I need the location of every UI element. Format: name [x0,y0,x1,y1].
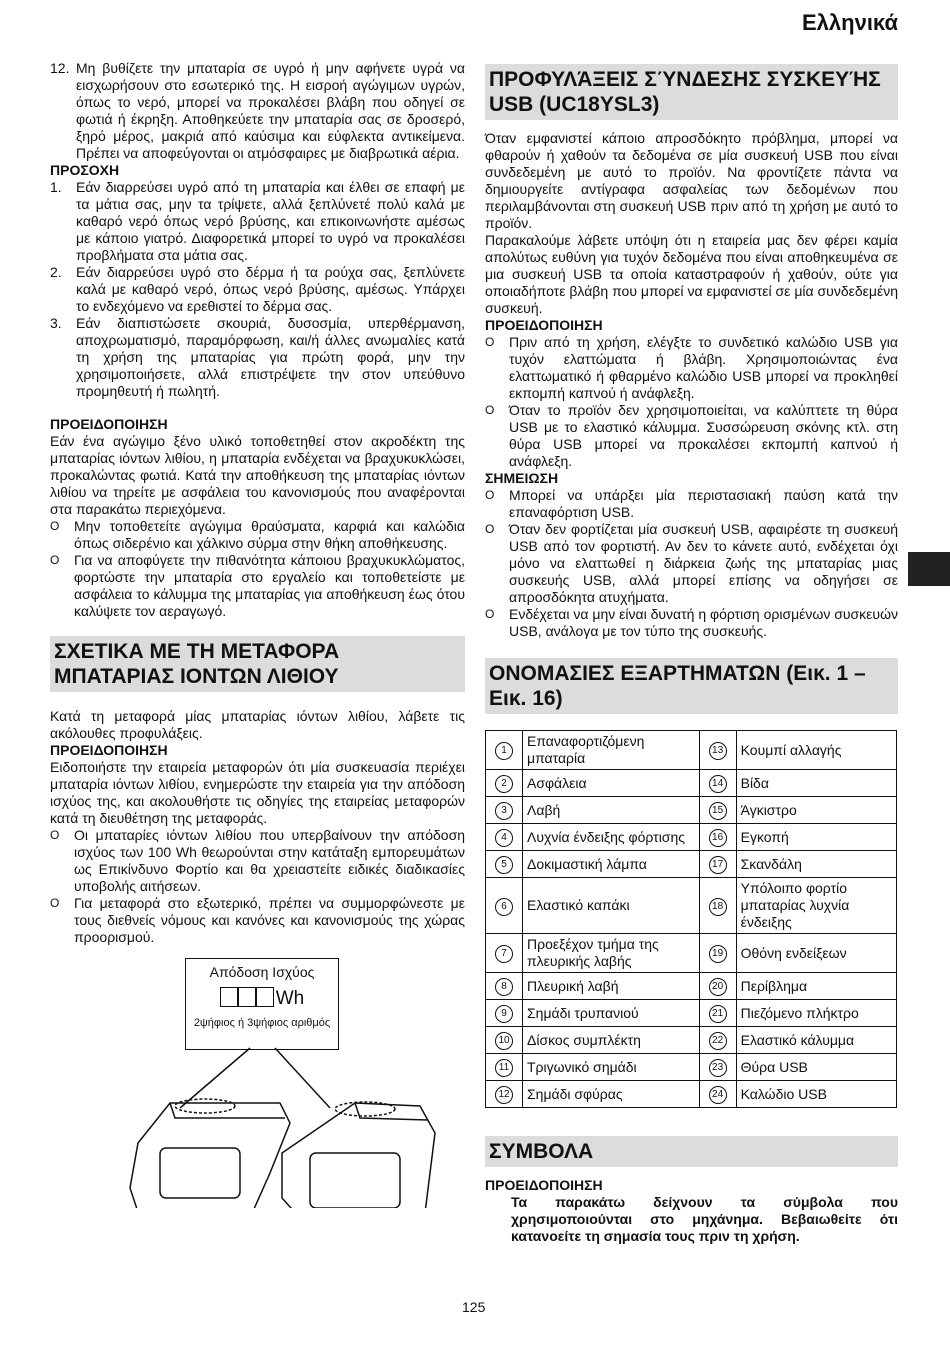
part-number: 21 [709,1005,727,1023]
part-name-cell: Θύρα USB [736,1054,896,1081]
part-number-cell [699,851,736,878]
part-number-cell [699,973,736,1000]
part-number-cell [486,1000,523,1027]
part-number: 12 [495,1086,513,1104]
list-item: O Μην τοποθετείτε αγώγιμα θραύσματα, καρφιά και καλώδια όπως σιδερένιο και χάλκινο σύρμα στην θήκη αποθήκευσης. [50,518,465,551]
page-number: 125 [462,1299,486,1315]
usb-paragraph: Παρακαλούμε λάβετε υπόψη ότι η εταιρεία μας δεν φέρει καμία απολύτως ευθύνη για τυχόν δεδομένα που είναι αποθηκευμένα σε μια συσκευή USB τα οποία καταστραφούν ή χαθούν, ούτε για οποιαδήποτε βλάβη που μπορεί να εμφανιστεί σε μία συνδεδεμένη συσκευή. [485,232,898,316]
list-item: O Για να αποφύγετε την πιθανότητα κάποιου βραχυκυκλώματος, φορτώστε την μπαταρία στο εργαλείο και τοποθετείστε με ασφάλεια το κάλυμμα της μπαταρίας για αποθήκευση έως ότου καλύψετε τον αεραγωγό. [50,552,465,619]
part-number-cell [699,797,736,824]
part-number-cell [486,1054,523,1081]
battery-illustration [50,958,465,1208]
table-row [486,731,897,770]
part-number-cell [486,934,523,973]
part-name-cell: Ασφάλεια [523,770,700,797]
part-number: 13 [709,742,727,760]
part-number-cell [486,731,523,770]
part-number: 20 [709,978,727,996]
part-number-cell [699,1027,736,1054]
table-row [486,824,897,851]
part-number-cell [699,1000,736,1027]
part-number: 22 [709,1032,727,1050]
part-number-cell [699,1081,736,1108]
part-name-cell: Δίσκος συμπλέκτη [523,1027,700,1054]
part-number: 19 [709,945,727,963]
circle-bullet-icon: O [485,607,495,621]
warning-heading: ΠΡΟΕΙΔΟΠΟΙΗΣΗ [485,1177,603,1193]
list-item: O Ενδέχεται να μην είναι δυνατή η φόρτιση ορισμένων συσκευών USB, ανάλογα με τον τύπο της συσκευής. [485,606,898,639]
list-item: O Για μεταφορά στο εξωτερικό, πρέπει να συμμορφώνεστε με τους διεθνείς νόμους και κανόνες και κανονισμούς της χώρας προορισμού. [50,895,465,945]
part-number: 7 [495,945,513,963]
part-name-cell: Πλευρική λαβή [523,973,700,1000]
part-number-cell [486,824,523,851]
part-number-cell [699,824,736,851]
part-number: 6 [495,898,513,916]
section-heading-transport: ΣΧΕΤΙΚΑ ΜΕ ΤΗ ΜΕΤΑΦΟΡΑ ΜΠΑΤΑΡΙΑΣ ΙΟΝΤΩΝ ΛΙΘΙΟΥ [50,636,465,692]
circle-bullet-icon: O [50,828,60,842]
part-name-cell: Ελαστικό κάλυμμα [736,1027,896,1054]
right-column [485,60,898,1245]
section-heading-parts: ΟΝΟΜΑΣΙΕΣ ΕΞΑΡΤΗΜΑΤΩΝ (Εικ. 1 – Εικ. 16) [485,658,898,714]
warning-text: Ειδοποιήστε την εταιρεία μεταφορών ότι μία συσκευασία περιέχει μπαταρία ιόντων λιθίου, ενημερώστε την εταιρεία για την απόδοση ισχύος της, και ακολουθήστε τις οδηγίες της εταιρείας μεταφορών κατά τη διευθέτηση της μεταφοράς. [50,759,465,826]
table-row [486,1081,897,1108]
part-number-cell [699,1054,736,1081]
table-row [486,1027,897,1054]
battery-figure [50,958,465,1208]
table-row [486,934,897,973]
section-heading-symbols: ΣΥΜΒΟΛΑ [485,1136,898,1167]
part-number-cell [699,731,736,770]
table-row [486,770,897,797]
list-item: 1. Εάν διαρρεύσει υγρό από τη μπαταρία και έλθει σε επαφή με τα μάτια σας, μην τα τρίψετε, αλλά ξεπλύνετέ πολύ καλά με καθαρό νερό όπως νερό βρύσης, και επικοινωνήστε αμέσως με κάποιο γιατρό. Διαφορετικά μπορεί το υγρό να προκαλέσει προβλήματα στα μάτια σας. [50,179,465,263]
part-name-cell: Εγκοπή [736,824,896,851]
part-name-cell: Δοκιμαστική λάμπα [523,851,700,878]
language-label: Ελληνικά [802,10,898,35]
part-name-cell: Προεξέχον τμήμα της πλευρικής λαβής [523,934,700,973]
parts-table [485,730,897,1108]
part-name-cell: Κουμπί αλλαγής [736,731,896,770]
part-name-cell: Περίβλημα [736,973,896,1000]
part-number-cell [699,934,736,973]
part-number: 2 [495,775,513,793]
energy-unit: Wh [275,988,305,1009]
symbols-text: Τα παρακάτω δείχνουν τα σύμβολα που χρησιμοποιούνται στο μηχάνημα. Βεβαιωθείτε ότι κατανοείτε τη σημασία τους πριν τη χρήση. [511,1194,898,1244]
part-number: 3 [495,802,513,820]
list-item: O Μπορεί να υπάρξει μία περιστασιακή παύση κατά την επαναφόρτιση USB. [485,487,898,520]
usb-paragraph: Όταν εμφανιστεί κάποιο απροσδόκητο πρόβλημα, μπορεί να φθαρούν ή χαθούν τα δεδομένα σε μία συσκευή USB που είναι συνδεδεμένη με αυτό το προϊόν. Να φροντίζετε πάντα να δημιουργείτε αντίγραφα ασφαλείας των δεδομένων που περιλαμβάνονται στη συσκευή USB πριν από τη χρήση με αυτό το προϊόν. [485,130,898,231]
table-row [486,851,897,878]
part-name-cell: Υπόλοιπο φορτίο μπαταρίας λυχνία ένδειξης [736,878,896,934]
part-number: 24 [709,1086,727,1104]
part-name-cell: Λυχνία ένδειξης φόρτισης [523,824,700,851]
part-number-cell [486,878,523,934]
note-heading: ΣΗΜΕΙΩΣΗ [485,470,559,486]
warning-heading: ΠΡΟΕΙΔΟΠΟΙΗΣΗ [50,416,168,432]
table-row [486,797,897,824]
warning-heading: ΠΡΟΕΙΔΟΠΟΙΗΣΗ [485,317,603,333]
part-number: 17 [709,856,727,874]
list-item [50,60,465,162]
circle-bullet-icon: O [485,403,495,417]
item-text: Εάν διαπιστώσετε σκουριά, δυσοσμία, υπερθέρμανση, αποχρωματισμό, παραμόρφωση, και/ή άλλες ανωμαλίες κατά τη χρήση της μπαταρίας για πρώτη φορά, μην την χρησιμοποιήσετε, αλλά επιστρέψετε την στον υπεύθυνο προμηθευτή ή πωλητή. [76,315,465,399]
list-item: O Όταν το προϊόν δεν χρησιμοποιείται, να καλύπτετε τη θύρα USB με το ελαστικό κάλυμμα. Συσσώρευση σκόνης κτλ. στη θύρα USB μπορεί να προκαλέσει εκπομπή καπνού ή ανάφλεξη. [485,402,898,469]
table-row [486,1054,897,1081]
part-number: 9 [495,1005,513,1023]
thumb-tab-marker [908,552,950,586]
circle-bullet-icon: O [485,488,495,502]
part-number: 10 [495,1032,513,1050]
list-item: 2. Εάν διαρρεύσει υγρό στο δέρμα ή τα ρούχα σας, ξεπλύνετε καλά με καθαρό νερό, όπως νερό βρύσης, αμέσως. Υπάρχει το ενδεχόμενο να ερεθιστεί το δέρμα σας. [50,264,465,314]
item-text: Εάν διαρρεύσει υγρό από τη μπαταρία και έλθει σε επαφή με τα μάτια σας, μην τα τρίψετε, αλλά ξεπλύνετέ πολύ καλά με καθαρό νερό όπως νερό βρύσης, και επικοινωνήστε αμέσως με κάποιο γιατρό. Διαφορετικά μπορεί το υγρό να προκαλέσει προβλήματα στα μάτια σας. [76,179,465,263]
part-number: 11 [495,1059,513,1077]
part-number-cell [486,1081,523,1108]
item-text: Μη βυθίζετε την μπαταρία σε υγρό ή μην αφήνετε υγρά να εισχωρήσουν στο εσωτερικό της. Η εισροή αγώγιμων υγρών, όπως το νερό, μπορεί να προκαλέσει βλάβη που οδηγεί σε φωτιά ή έκρηξη. Αποθηκεύετε την μπαταρία σας σε δροσερό, ξηρό μέρος, μακριά από καύσιμα και εύφλεκτα αντικείμενα. Πρέπει να αποφεύγονται οι ατμόσφαιρες με διαβρωτικά αέρια. [76,60,465,161]
part-number: 23 [709,1059,727,1077]
part-number: 8 [495,978,513,996]
section-heading-usb: ΠΡΟΦΥΛΆΞΕΙΣ ΣΎΝΔΕΣΗΣ ΣΥΣΚΕΥΉΣ USB (UC18YSL3) [485,64,898,120]
part-name-cell: Σημάδι σφύρας [523,1081,700,1108]
energy-label-caption: 2ψήφιος ή 3ψήφιος αριθμός [193,1017,331,1029]
part-name-cell: Άγκιστρο [736,797,896,824]
caution-heading: ΠΡΟΣΟΧΗ [50,162,120,178]
part-name-cell: Πιεζόμενο πλήκτρο [736,1000,896,1027]
part-number: 1 [495,742,513,760]
part-number-cell [486,851,523,878]
list-item: O Όταν δεν φορτίζεται μία συσκευή USB, αφαιρέστε τη συσκευή USB από τον φορτιστή. Αν δεν το κάνετε αυτό, ενδέχεται όχι μόνο να ελαττωθεί η διάρκεια ζωής της μπαταρίας μιας συσκευής USB, αλλά μπορεί επίσης να οδηγήσει σε απροσδόκητα ατυχήματα. [485,521,898,605]
transport-text: Κατά τη μεταφορά μίας μπαταρίας ιόντων λιθίου, λάβετε τις ακόλουθες προφυλάξεις. [50,708,465,741]
part-number-cell [486,797,523,824]
part-name-cell: Σκανδάλη [736,851,896,878]
item-number: 12. [50,60,70,76]
part-name-cell: Οθόνη ενδείξεων [736,934,896,973]
warning-text: Εάν ένα αγώγιμο ξένο υλικό τοποθετηθεί στον ακροδέκτη της μπαταρίας ιόντων λιθίου, η μπαταρία ενδέχεται να βραχυκυκλώσει, προκαλώντας φωτιά. Κατά την αποθήκευση της μπαταρίας ιόντων λιθίου να τηρείτε με ασφάλεια του κανονισμούς που αναφέρονται στα παρακάτω περιεχόμενα. [50,433,465,517]
part-number: 18 [709,898,727,916]
part-number-cell [486,973,523,1000]
table-row [486,1000,897,1027]
table-row [486,973,897,1000]
part-number-cell [699,878,736,934]
left-column [50,60,465,1208]
part-name-cell: Τριγωνικό σημάδι [523,1054,700,1081]
part-name-cell: Σημάδι τρυπανιού [523,1000,700,1027]
part-name-cell: Καλώδιο USB [736,1081,896,1108]
part-number-cell [486,1027,523,1054]
part-number: 16 [709,829,727,847]
item-text: Εάν διαρρεύσει υγρό στο δέρμα ή τα ρούχα σας, ξεπλύνετε καλά με καθαρό νερό, όπως νερό βρύσης, αμέσως. Υπάρχει το ενδεχόμενο να ερεθιστεί το δέρμα σας. [76,264,465,314]
part-number: 15 [709,802,727,820]
circle-bullet-icon: O [50,896,60,910]
energy-label-title: Απόδοση Ισχύος [209,964,315,980]
part-number-cell [486,770,523,797]
part-number: 5 [495,856,513,874]
part-number: 14 [709,775,727,793]
circle-bullet-icon: O [50,553,60,567]
part-name-cell: Λαβή [523,797,700,824]
circle-bullet-icon: O [485,522,495,536]
part-name-cell: Επαναφορτιζόμενη μπαταρία [523,731,700,770]
list-item: O Οι μπαταρίες ιόντων λιθίου που υπερβαίνουν την απόδοση ισχύος των 100 Wh θεωρούνται στην κατάταξη εμπορευμάτων ως Επικίνδυνο Φορτίο και θα χρειαστείτε ειδικές διαδικασίες υποβολής αιτήσεων. [50,827,465,894]
list-item: 3. Εάν διαπιστώσετε σκουριά, δυσοσμία, υπερθέρμανση, αποχρωματισμό, παραμόρφωση, και/ή άλλες ανωμαλίες κατά τη χρήση της μπαταρίας για πρώτη φορά, μην την χρησιμοποιήσετε, αλλά επιστρέψετε την στον υπεύθυνο προμηθευτή ή πωλητή. [50,315,465,399]
part-name-cell: Ελαστικό καπάκι [523,878,700,934]
circle-bullet-icon: O [50,519,60,533]
part-number: 4 [495,829,513,847]
table-row [486,878,897,934]
part-name-cell: Βίδα [736,770,896,797]
part-number-cell [699,770,736,797]
list-item: O Πριν από τη χρήση, ελέγξτε το συνδετικό καλώδιο USB για τυχόν ελαττώματα ή βλάβη. Χρησιμοποιώντας ένα ελαττωματικό ή φθαρμένο καλώδιο USB μπορεί να προκληθεί εκπομπή καπνού ή ανάφλεξη. [485,334,898,401]
circle-bullet-icon: O [485,335,495,349]
warning-heading: ΠΡΟΕΙΔΟΠΟΙΗΣΗ [50,742,168,758]
